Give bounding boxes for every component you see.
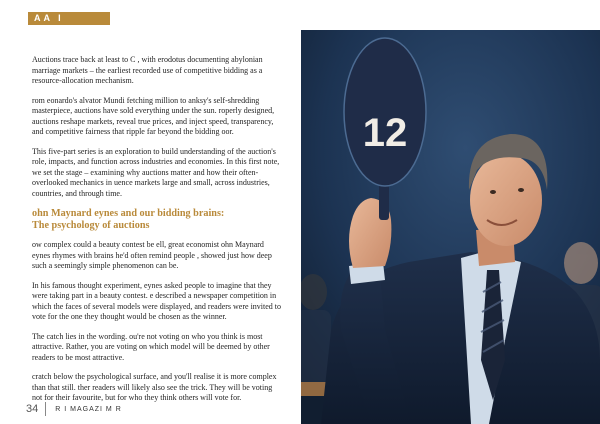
bidder-face (470, 154, 542, 246)
article-paragraph: Auctions trace back at least to C , with erodotus documenting abylonian marriage markets – the earliest recorded use of competitive bidding as a resource-allocation mechanism. (32, 55, 263, 85)
article-column (32, 55, 282, 413)
article-paragraph: ow complex could a beauty contest be ell, great economist ohn Maynard eynes rhymes with brains he'd often remind people , showed just how deep such a seemingly simple phenomenon can be. (32, 240, 272, 270)
article-paragraph: rom eonardo's alvator Mundi fetching million to anksy's self-shredding masterpiece, auctions have sold everything under the sun. roperly designed, auctions reshape markets, reveal true prices, and inject speed, transparency, and competitive fairness that ripple far beyond the bidding oor. (32, 95, 275, 136)
footer-divider (45, 402, 46, 416)
section-tag: AA I (28, 12, 110, 25)
page-footer (26, 402, 122, 416)
auction-bidder-photo (301, 30, 600, 424)
paddle-number: 12 (362, 111, 408, 155)
page-number: 34 (26, 403, 39, 415)
section-heading-line1: ohn Maynard eynes and our bidding brains: (32, 208, 225, 219)
article-paragraph: cratch below the psychological surface, and you'll realise it is more complex than that still. ther readers will likely also see the trick. They will be voting not for their favourite, but for who they think others will vote for. (32, 372, 277, 402)
article-paragraph: In his famous thought experiment, eynes asked people to imagine that they were taking part in a beauty contest. e described a newspaper competition in which the faces of several models were displayed, and readers were invited to vote for the one they thought would be chosen as the winner. (32, 280, 282, 321)
section-heading (32, 208, 282, 232)
article-paragraph: The catch lies in the wording. ou're not voting on who you think is most attractive. Rather, you are voting on which model will be deemed by other readers to be most attractive. (32, 331, 270, 362)
magazine-name: R I MAGAZI M R (55, 405, 122, 413)
article-paragraph: This five-part series is an exploration to build understanding of the auction's role, impacts, and function across industries and economies. In this first note, we set the stage – examining why auctions matter and how their often-overlooked mechanics in uence markets large and small, across industries, countries, and through time. (32, 146, 280, 198)
section-heading-line2: The psychology of auctions (32, 220, 150, 231)
